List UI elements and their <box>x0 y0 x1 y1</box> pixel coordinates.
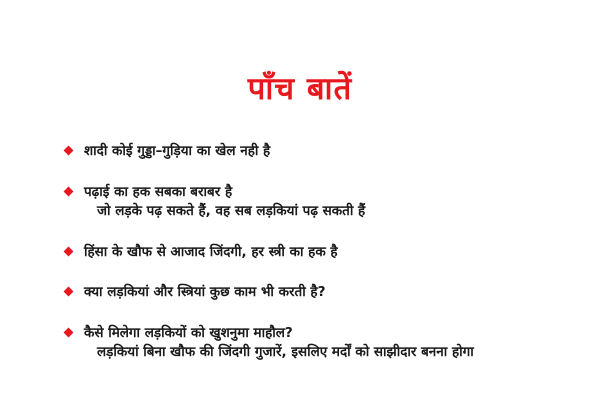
list-item <box>84 324 570 363</box>
list-item <box>84 142 570 162</box>
list-item-main-text: कैसे मिलेगा लड़कियों को खुशनुमा माहौल? <box>84 324 293 341</box>
list-item-main-text: क्या लड़कियां और स्त्रियां कुछ काम भी करती है? <box>84 284 326 301</box>
list-item-main-text: शादी कोई गुड्डा–गुड़िया का खेल नही है <box>84 143 271 160</box>
diamond-bullet-icon <box>64 287 74 297</box>
list-item-sub-text: जो लड़के पढ़ सकते हैं, वह सब लड़कियां पढ़ सकती हैं <box>97 203 366 220</box>
list-item <box>84 283 570 303</box>
list-item-sub-text: लड़कियां बिना खौफ की जिंदगी गुजारें, इसलिए मर्दों को साझीदार बनना होगा <box>97 344 474 361</box>
diamond-bullet-icon <box>64 327 74 337</box>
diamond-bullet-icon <box>64 246 74 256</box>
list-item-main-text: हिंसा के खौफ से आजाद जिंदगी, हर स्त्री का हक है <box>84 243 338 260</box>
diamond-bullet-icon <box>64 146 74 156</box>
page-title: पाँच बातें <box>247 71 353 107</box>
points-list <box>0 142 600 363</box>
list-item-main-text: पढ़ाई का हक सबका बराबर है <box>84 183 233 200</box>
list-item <box>84 183 570 222</box>
diamond-bullet-icon <box>64 186 74 196</box>
list-item <box>84 243 570 263</box>
